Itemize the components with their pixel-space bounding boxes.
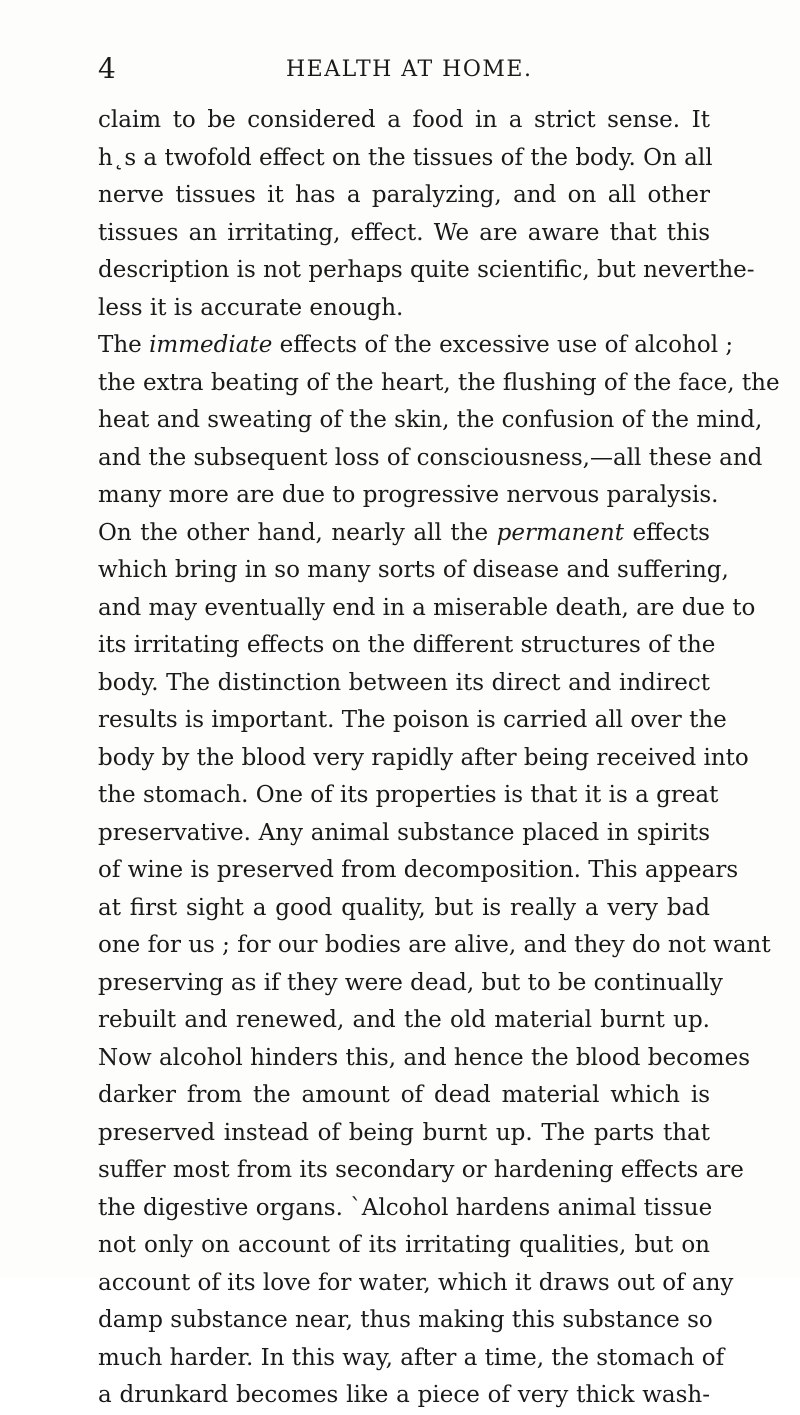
text-line: account of its love for water, which it draws out of any [98, 1269, 734, 1296]
text-span: effects [623, 519, 710, 546]
text-span: effects of the excessive use of alcohol ; [272, 332, 734, 358]
text-line: rebuilt and renewed, and the old material burnt up. [98, 1007, 710, 1033]
text-line: preserving as if they were dead, but to be continually [98, 969, 723, 996]
text-line: preservative. Any animal substance placed in spirits [98, 819, 710, 846]
text-line: h˛s a twofold effect on the tissues of the body. On all [98, 144, 713, 171]
text-line: body. The distinction between its direct and indirect [98, 669, 710, 696]
running-head [98, 54, 698, 88]
text-line: description is not perhaps quite scientific, but neverthe- [98, 257, 755, 283]
text-line: results is important. The poison is carried all over the [98, 707, 727, 733]
body-text [98, 102, 780, 1415]
text-line-mixed [98, 515, 710, 553]
text-line: tissues an irritating, effect. We are aware that this [98, 219, 710, 246]
text-line: of wine is preserved from decomposition. This appears [98, 857, 739, 883]
text-line: Now alcohol hinders this, and hence the blood becomes [98, 1044, 751, 1071]
text-line: less it is accurate enough. [98, 294, 404, 321]
page-number: 4 [98, 52, 118, 85]
text-line: a drunkard becomes like a piece of very thick wash- [98, 1382, 710, 1408]
text-line: darker from the amount of dead material which is [98, 1082, 710, 1108]
text-line: damp substance near, thus making this substance so [98, 1307, 713, 1333]
text-line: one for us ; for our bodies are alive, and they do not want [98, 932, 771, 958]
text-span: On the other hand, nearly all the [98, 519, 497, 546]
italic-word: immediate [149, 332, 273, 358]
text-line: body by the blood very rapidly after being received into [98, 744, 749, 771]
text-span: The [98, 332, 150, 358]
text-line: and the subsequent loss of consciousness,—all these and [98, 444, 763, 471]
text-line: the stomach. One of its properties is that it is a great [98, 782, 719, 808]
text-line: the extra beating of the heart, the flushing of the face, the [98, 369, 780, 396]
text-line: claim to be considered a food in a strict sense. It [98, 107, 710, 133]
text-line: which bring in so many sorts of disease and suffering, [98, 557, 729, 583]
text-line-mixed [98, 327, 734, 365]
text-line: heat and sweating of the skin, the confusion of the mind, [98, 407, 763, 433]
text-line: much harder. In this way, after a time, the stomach of [98, 1344, 725, 1371]
text-line: its irritating effects on the different structures of the [98, 632, 716, 658]
text-line: preserved instead of being burnt up. The parts that [98, 1119, 710, 1146]
text-line: suffer most from its secondary or hardening effects are [98, 1157, 744, 1183]
running-title: HEALTH AT HOME. [286, 57, 533, 82]
text-line: and may eventually end in a miserable death, are due to [98, 594, 756, 621]
text-line: at first sight a good quality, but is really a very bad [98, 894, 710, 921]
text-line: not only on account of its irritating qualities, but on [98, 1232, 710, 1258]
text-line: the digestive organs. ˋAlcohol hardens animal tissue [98, 1194, 713, 1221]
text-line: many more are due to progressive nervous paralysis. [98, 482, 719, 508]
italic-word: permanent [496, 519, 624, 546]
text-line: nerve tissues it has a paralyzing, and on all other [98, 182, 710, 208]
